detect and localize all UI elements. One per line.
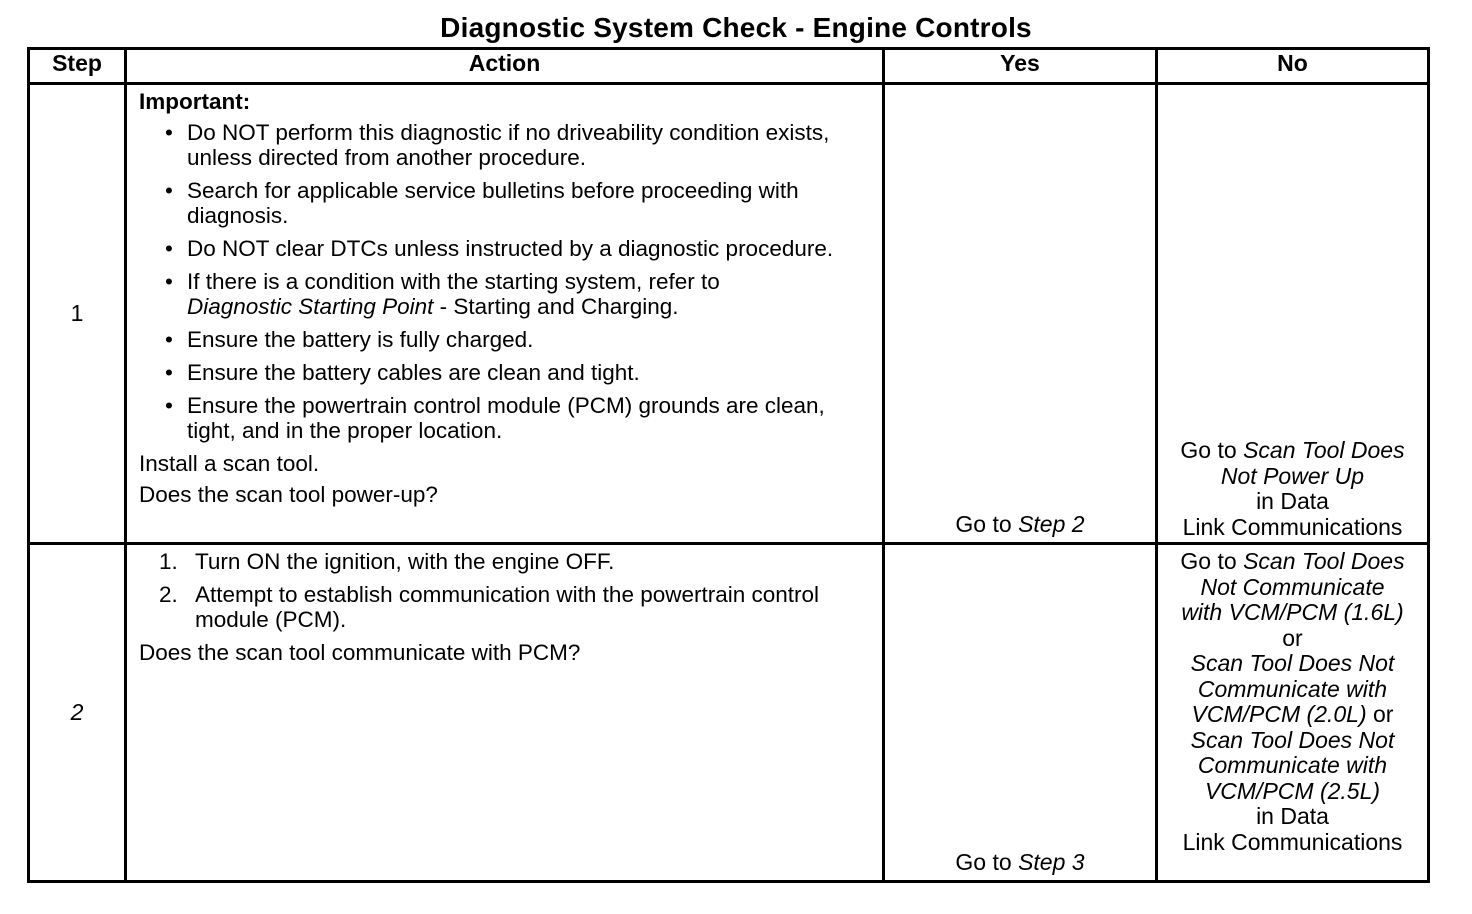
- or-text: or: [1366, 701, 1394, 727]
- procedure-link[interactable]: VCM/PCM (2.5L): [1204, 777, 1381, 804]
- procedure-link[interactable]: Scan Tool Does: [1243, 548, 1405, 574]
- important-list: [139, 120, 872, 443]
- header-no: No: [1157, 49, 1429, 84]
- list-number: 1.: [159, 549, 178, 574]
- procedure-link[interactable]: Scan Tool Does: [1243, 437, 1405, 463]
- procedure-link[interactable]: Scan Tool Does Not: [1190, 726, 1395, 753]
- table-row: [29, 84, 1429, 544]
- list-item: [159, 549, 872, 574]
- action-cell: [126, 84, 884, 544]
- yes-cell: [884, 544, 1157, 882]
- header-step: Step: [29, 49, 126, 84]
- diagnostic-table: [27, 47, 1430, 883]
- list-item-text: Attempt to establish communication with the powertrain control module (PCM).: [195, 582, 820, 632]
- action-cell: [126, 544, 884, 882]
- instruction-line: Install a scan tool.: [139, 451, 320, 476]
- procedure-link[interactable]: Communicate with: [1197, 752, 1388, 778]
- important-label: Important:: [139, 89, 251, 114]
- list-item-text: - Starting and Charging.: [433, 294, 679, 319]
- yes-prefix: Go to: [955, 849, 1019, 875]
- list-item: [159, 582, 872, 632]
- question-line: Does the scan tool power-up?: [139, 482, 438, 507]
- header-action: Action: [126, 49, 884, 84]
- procedure-link[interactable]: Communicate with: [1197, 675, 1388, 702]
- header-yes: Yes: [884, 49, 1157, 84]
- step-number: 1: [29, 84, 126, 544]
- question-line: Does the scan tool communicate with PCM?: [139, 640, 581, 665]
- list-item: • Search for applicable service bulletins before proceeding with diagnosis.: [187, 178, 872, 228]
- table-row: [29, 544, 1429, 882]
- list-item: • Do NOT perform this diagnostic if no driveability condition exists, unless directed from another procedure.: [187, 120, 872, 170]
- step-link[interactable]: Step 2: [1018, 511, 1085, 537]
- step-number: 2: [29, 544, 126, 882]
- no-suffix: Link Communications: [1182, 513, 1403, 540]
- list-item-text: If there is a condition with the starting system, refer to: [187, 269, 720, 294]
- step-link[interactable]: Step 3: [1018, 849, 1085, 875]
- no-suffix: in Data: [1256, 803, 1329, 829]
- no-suffix: in Data: [1256, 488, 1329, 514]
- no-cell: [1157, 544, 1429, 882]
- procedure-link[interactable]: VCM/PCM (2.0L): [1191, 701, 1367, 727]
- procedure-link[interactable]: Scan Tool Does Not: [1190, 650, 1395, 676]
- procedure-link[interactable]: with VCM/PCM (1.6L): [1181, 599, 1404, 625]
- list-item: • Do NOT clear DTCs unless instructed by a diagnostic procedure.: [187, 236, 872, 261]
- list-item: [187, 269, 872, 319]
- yes-cell: [884, 84, 1157, 544]
- list-item: • Ensure the powertrain control module (PCM) grounds are clean, tight, and in the proper location.: [187, 393, 872, 443]
- list-item-text: Turn ON the ignition, with the engine OFF.: [195, 549, 615, 574]
- page-title: Diagnostic System Check - Engine Controls: [440, 12, 1032, 43]
- yes-prefix: Go to: [955, 511, 1019, 537]
- header-row: [29, 49, 1429, 84]
- list-number: 2.: [159, 582, 178, 607]
- no-cell: [1157, 84, 1429, 544]
- no-suffix: Link Communications: [1182, 828, 1403, 855]
- or-text: or: [1282, 624, 1303, 651]
- no-prefix: Go to: [1180, 437, 1244, 463]
- step-list: [139, 549, 872, 632]
- procedure-link[interactable]: Not Communicate: [1200, 573, 1385, 600]
- procedure-link[interactable]: Not Power Up: [1220, 462, 1365, 489]
- no-prefix: Go to: [1180, 548, 1244, 574]
- list-item: • Ensure the battery is fully charged.: [187, 327, 872, 352]
- list-item: • Ensure the battery cables are clean and tight.: [187, 360, 872, 385]
- procedure-link[interactable]: Diagnostic Starting Point: [187, 294, 434, 319]
